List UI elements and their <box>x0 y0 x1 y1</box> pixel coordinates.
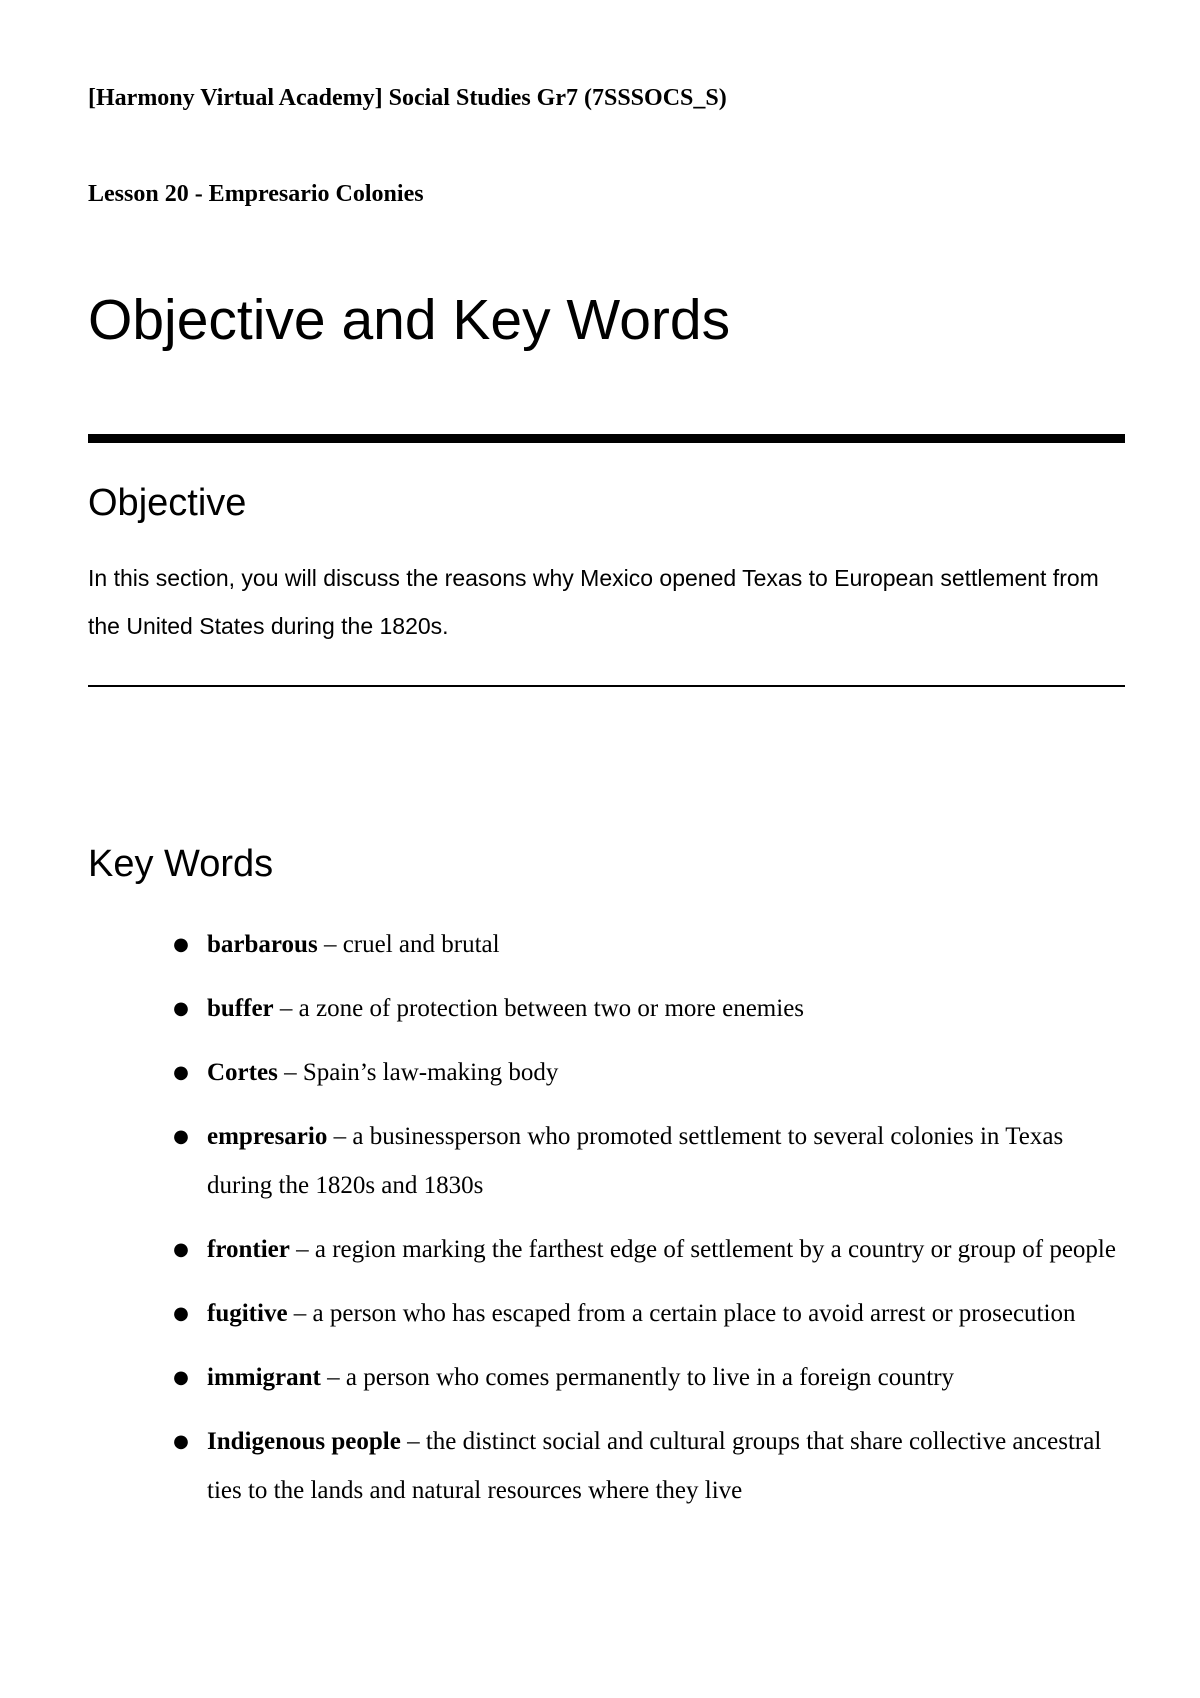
course-title: [Harmony Virtual Academy] Social Studies Gr7 (7SSSOCS_S) <box>88 85 727 111</box>
bullet-icon: ● <box>173 934 189 955</box>
key-word-item <box>88 1353 1125 1402</box>
key-word-term: empresario <box>207 1123 328 1150</box>
key-word-term: frontier <box>207 1236 290 1263</box>
key-word-term: Indigenous people <box>207 1428 401 1455</box>
key-word-term: barbarous <box>207 931 318 958</box>
bullet-icon: ● <box>173 1062 189 1083</box>
bullet-icon: ● <box>173 998 189 1019</box>
key-word-definition: – a person who has escaped from a certain place to avoid arrest or prosecution <box>287 1300 1076 1327</box>
key-word-term: buffer <box>207 995 274 1022</box>
bullet-icon: ● <box>173 1239 189 1260</box>
key-word-definition: – the distinct social and cultural groups that share collective ancestral ties to the lands and natural resources where they live <box>207 1428 1102 1504</box>
objective-text: In this section, you will discuss the reasons why Mexico opened Texas to European settlement from the United States during the 1820s. <box>88 565 1099 639</box>
key-word-definition: – a businessperson who promoted settlement to several colonies in Texas during the 1820s and 1830s <box>207 1123 1064 1199</box>
key-word-definition: – a zone of protection between two or more enemies <box>273 995 805 1022</box>
key-word-item <box>88 1289 1125 1338</box>
key-word-term: immigrant <box>207 1364 321 1391</box>
key-word-definition: – a region marking the farthest edge of settlement by a country or group of people <box>289 1236 1116 1263</box>
key-word-item <box>88 1417 1125 1515</box>
bullet-icon: ● <box>173 1431 189 1452</box>
key-word-term: fugitive <box>207 1300 288 1327</box>
key-word-item <box>88 1048 1125 1097</box>
page-title: Objective and Key Words <box>88 288 731 352</box>
key-word-definition: – cruel and brutal <box>317 931 500 958</box>
section-divider-thick <box>88 434 1125 443</box>
bullet-icon: ● <box>173 1303 189 1324</box>
key-word-item <box>88 1112 1125 1210</box>
key-word-definition: – a person who comes permanently to live in a foreign country <box>320 1364 955 1391</box>
objective-heading: Objective <box>88 482 247 524</box>
bullet-icon: ● <box>173 1126 189 1147</box>
key-word-term: Cortes <box>207 1059 278 1086</box>
key-word-item <box>88 984 1125 1033</box>
key-word-item <box>88 1225 1125 1274</box>
bullet-icon: ● <box>173 1367 189 1388</box>
key-word-item <box>88 920 1125 969</box>
lesson-title: Lesson 20 - Empresario Colonies <box>88 181 424 207</box>
key-word-definition: – Spain’s law-making body <box>277 1059 559 1086</box>
key-words-heading: Key Words <box>88 843 274 885</box>
section-divider-thin <box>88 685 1125 687</box>
key-words-list <box>88 920 1125 1530</box>
